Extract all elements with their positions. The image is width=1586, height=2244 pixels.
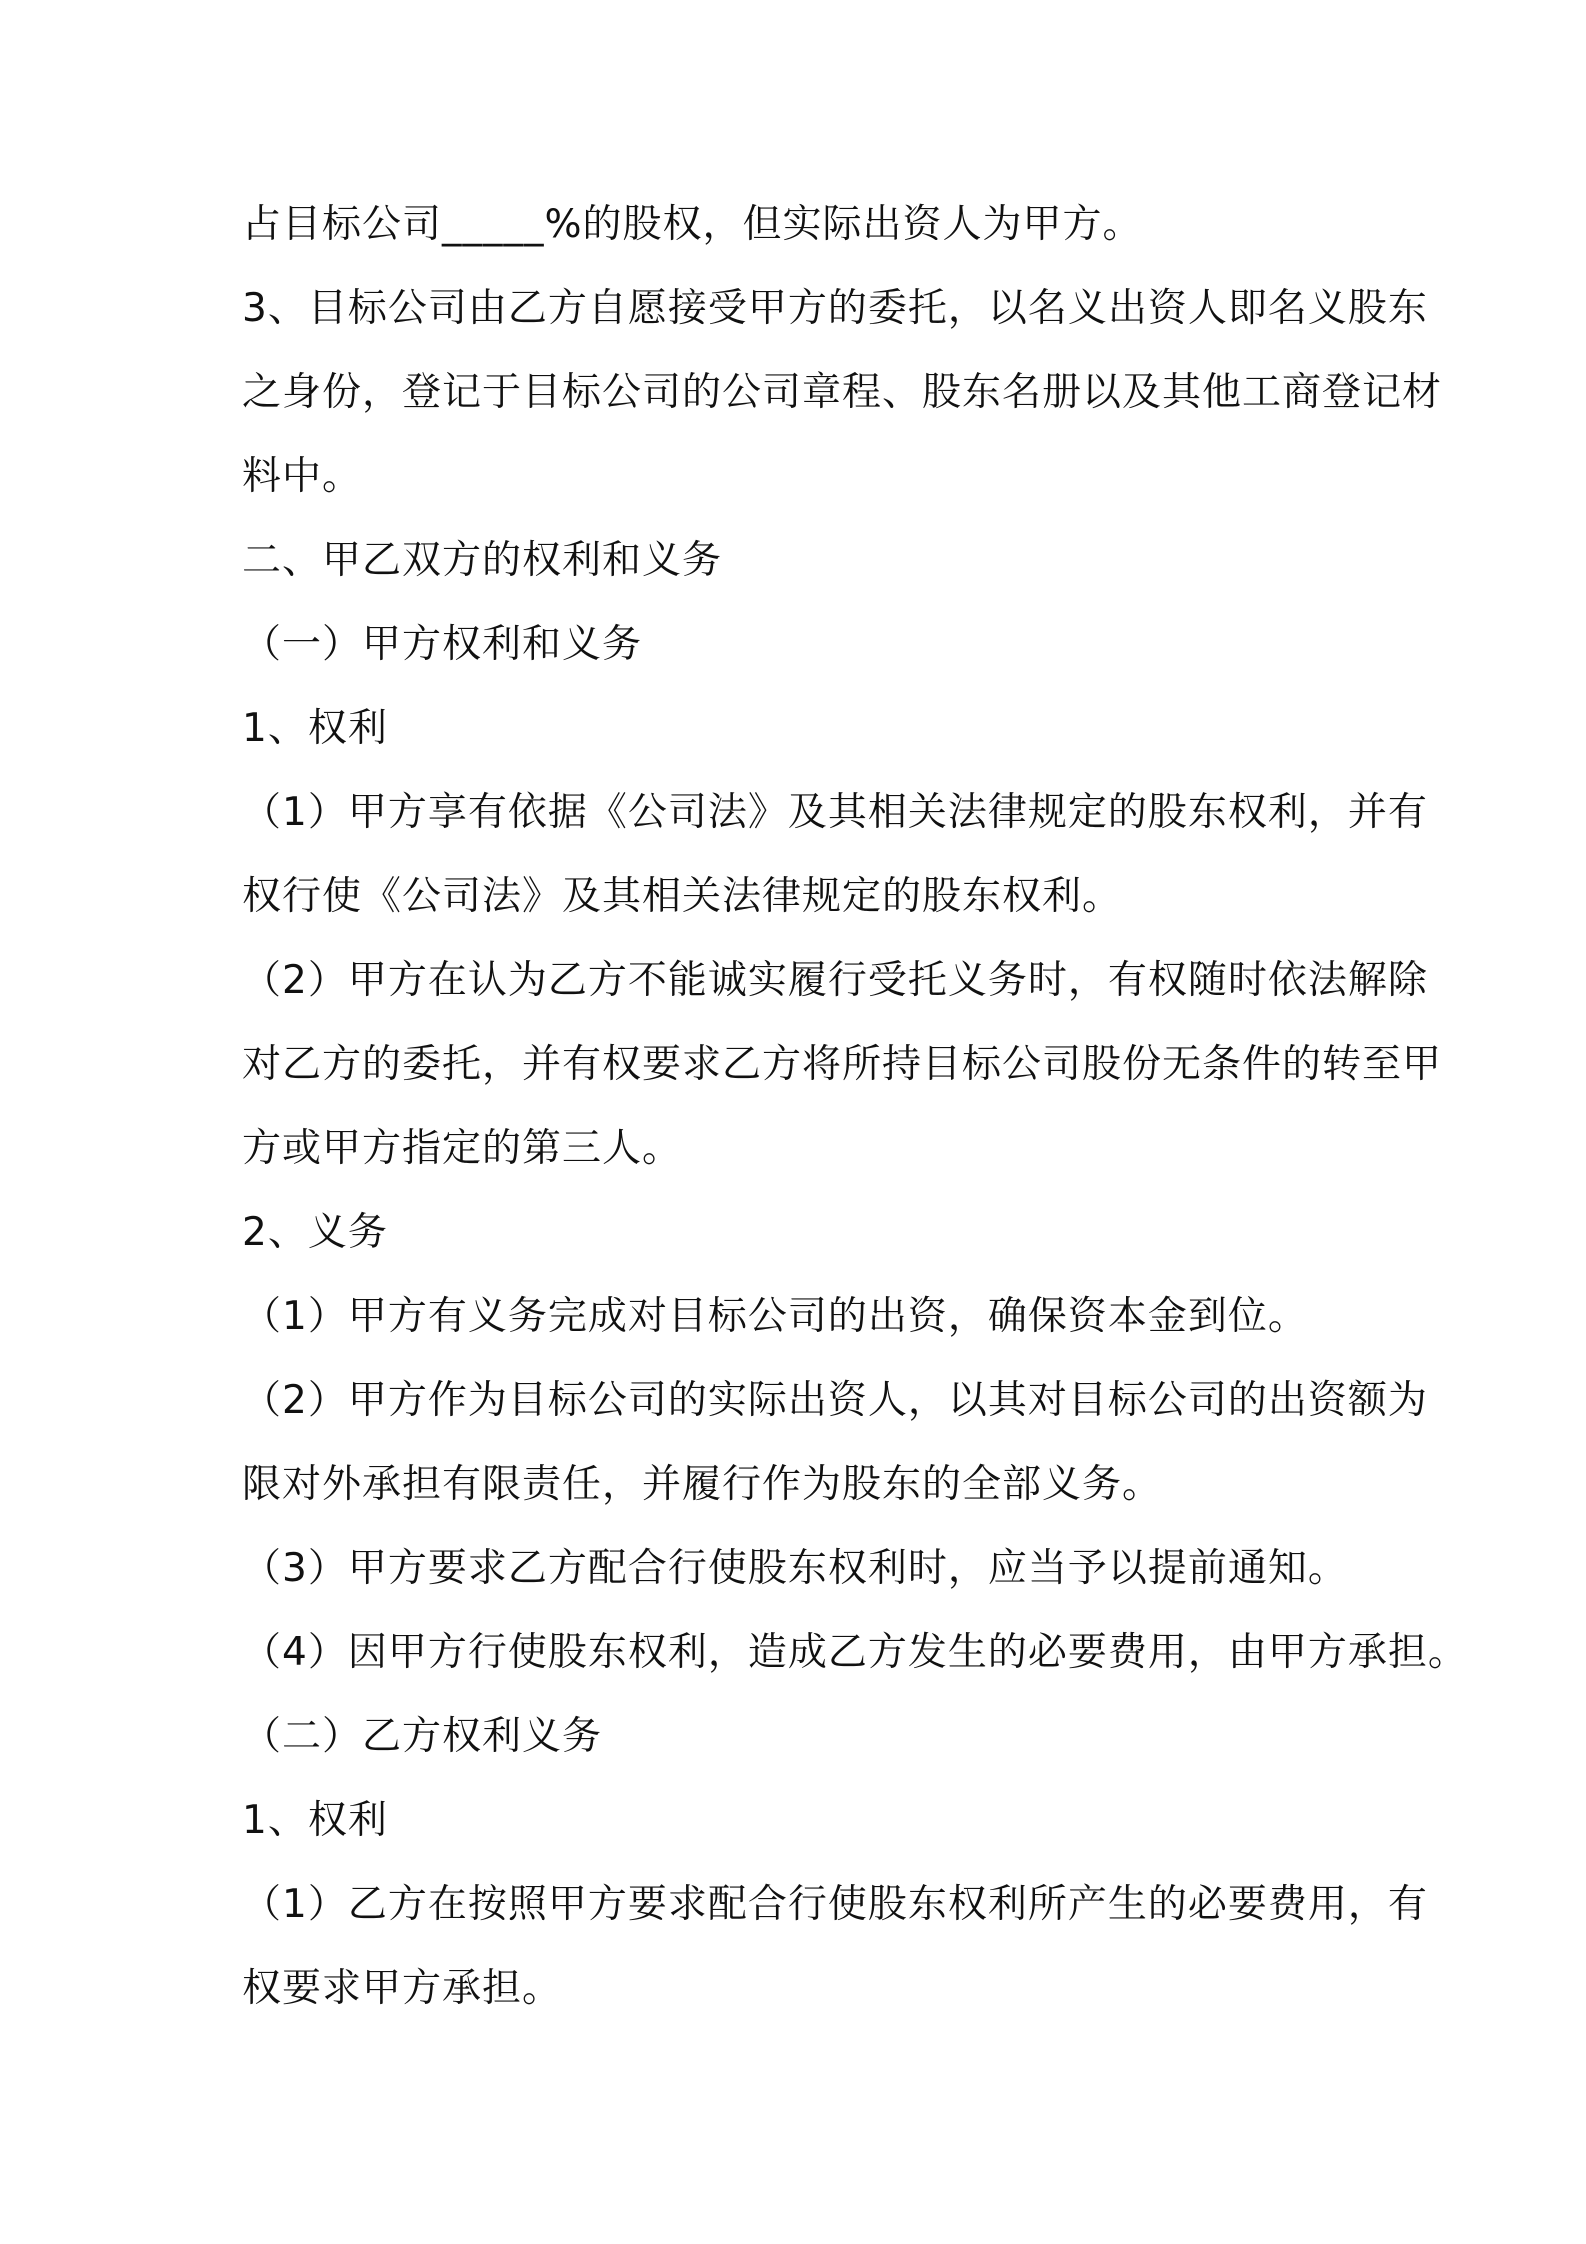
text-line: （2）甲方在认为乙方不能诚实履行受托义务时，有权随时依法解除 [242, 958, 1428, 1003]
section-heading: 二、甲乙双方的权利和义务 [242, 538, 723, 583]
text-line: 方或甲方指定的第三人。 [242, 1126, 683, 1171]
text-line: 限对外承担有限责任，并履行作为股东的全部义务。 [242, 1462, 1163, 1507]
text-line: 占目标公司_____%的股权，但实际出资人为甲方。 [242, 202, 1143, 247]
clause-heading: 2、义务 [242, 1210, 388, 1255]
text-line: （1）甲方有义务完成对目标公司的出资，确保资本金到位。 [242, 1294, 1308, 1339]
text-line: （2）甲方作为目标公司的实际出资人，以其对目标公司的出资额为 [242, 1378, 1428, 1423]
text-line: 3、目标公司由乙方自愿接受甲方的委托，以名义出资人即名义股东 [242, 286, 1428, 331]
text-line: 权行使《公司法》及其相关法律规定的股东权利。 [242, 874, 1123, 919]
text-line: （3）甲方要求乙方配合行使股东权利时，应当予以提前通知。 [242, 1546, 1348, 1591]
clause-heading: 1、权利 [242, 706, 388, 751]
subsection-heading: （二）乙方权利义务 [242, 1714, 603, 1759]
text-line: （1）乙方在按照甲方要求配合行使股东权利所产生的必要费用，有 [242, 1882, 1428, 1927]
text-line: （4）因甲方行使股东权利，造成乙方发生的必要费用，由甲方承担。 [242, 1630, 1468, 1675]
subsection-heading: （一）甲方权利和义务 [242, 622, 643, 667]
text-line: 料中。 [242, 454, 363, 499]
text-line: 对乙方的委托，并有权要求乙方将所持目标公司股份无条件的转至甲 [242, 1042, 1443, 1087]
text-line: 权要求甲方承担。 [242, 1966, 563, 2011]
clause-heading: 1、权利 [242, 1798, 388, 1843]
text-line: 之身份，登记于目标公司的公司章程、股东名册以及其他工商登记材 [242, 370, 1443, 415]
text-line: （1）甲方享有依据《公司法》及其相关法律规定的股东权利，并有 [242, 790, 1428, 835]
